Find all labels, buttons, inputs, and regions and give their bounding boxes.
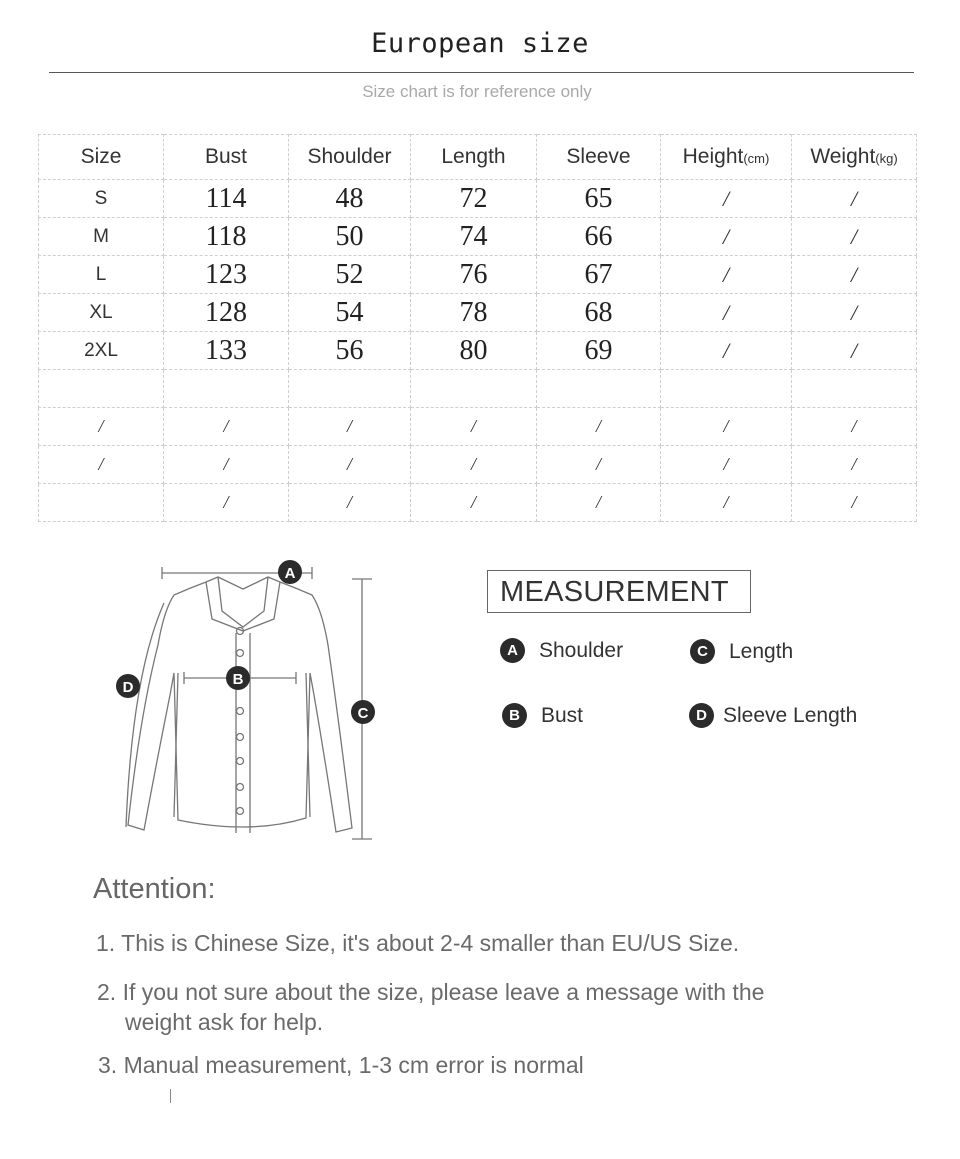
- table-cell: 50: [289, 218, 411, 256]
- table-row: [39, 294, 917, 332]
- table-cell: /: [411, 408, 537, 446]
- table-cell: /: [164, 484, 289, 522]
- header-sleeve: Sleeve: [537, 135, 661, 180]
- table-cell: 52: [289, 256, 411, 294]
- note-1: 1. This is Chinese Size, it's about 2-4 smaller than EU/US Size.: [96, 930, 740, 956]
- size-table: [38, 134, 917, 522]
- table-row: [39, 446, 917, 484]
- legend-shoulder: [500, 638, 623, 663]
- note-2: 2. If you not sure about the size, please leave a message with the: [97, 979, 765, 1005]
- measurement-title: MEASUREMENT: [487, 570, 751, 613]
- table-row: [39, 218, 917, 256]
- badge-b: B: [502, 703, 527, 728]
- table-cell: 68: [537, 294, 661, 332]
- table-cell: /: [39, 446, 164, 484]
- table-cell: /: [792, 294, 917, 332]
- legend-bust: [502, 703, 583, 728]
- table-cell: 56: [289, 332, 411, 370]
- header-height-label: Height: [682, 145, 744, 168]
- table-cell: /: [164, 408, 289, 446]
- attention-title: Attention:: [93, 873, 216, 905]
- marker-d: [116, 674, 140, 698]
- header-weight-label: Weight: [810, 145, 876, 168]
- table-cell: S: [39, 180, 164, 218]
- shirt-diagram: [100, 555, 390, 845]
- table-cell: /: [537, 484, 661, 522]
- legend-shoulder-label: Shoulder: [539, 638, 624, 662]
- table-cell: /: [792, 408, 917, 446]
- table-row: [39, 332, 917, 370]
- table-row: [39, 256, 917, 294]
- table-cell: XL: [39, 294, 164, 332]
- header-weight: [792, 135, 917, 180]
- note-2-cont: weight ask for help.: [125, 1009, 324, 1035]
- table-row: [39, 484, 917, 522]
- badge-d: D: [689, 703, 714, 728]
- table-cell: [792, 370, 917, 408]
- table-cell: 114: [164, 180, 289, 218]
- shirt-icon: [126, 567, 372, 839]
- table-cell: /: [411, 446, 537, 484]
- table-cell: [411, 370, 537, 408]
- table-cell: /: [661, 180, 792, 218]
- table-cell: 123: [164, 256, 289, 294]
- table-cell: /: [661, 332, 792, 370]
- table-cell: 118: [164, 218, 289, 256]
- table-cell: 133: [164, 332, 289, 370]
- table-cell: /: [792, 218, 917, 256]
- legend-length: [690, 639, 793, 664]
- table-cell: 54: [289, 294, 411, 332]
- table-cell: /: [661, 218, 792, 256]
- header-size: Size: [39, 135, 164, 180]
- note-3: 3. Manual measurement, 1-3 cm error is normal: [98, 1052, 584, 1078]
- marker-c: [351, 700, 375, 724]
- table-cell: /: [39, 408, 164, 446]
- table-cell: /: [411, 484, 537, 522]
- table-cell: /: [661, 294, 792, 332]
- table-cell: 74: [411, 218, 537, 256]
- header-length: Length: [411, 135, 537, 180]
- svg-text:B: B: [232, 671, 244, 688]
- svg-text:C: C: [357, 705, 369, 722]
- table-cell: /: [537, 446, 661, 484]
- table-cell: 80: [411, 332, 537, 370]
- page-title: European size: [371, 28, 589, 59]
- table-cell: /: [289, 484, 411, 522]
- table-cell: 76: [411, 256, 537, 294]
- header-weight-unit: (kg): [875, 151, 898, 166]
- table-cell: /: [792, 332, 917, 370]
- table-cell: [39, 370, 164, 408]
- table-row: [39, 370, 917, 408]
- table-cell: /: [792, 256, 917, 294]
- legend-length-label: Length: [729, 639, 794, 663]
- table-cell: [289, 370, 411, 408]
- header-shoulder: Shoulder: [289, 135, 411, 180]
- table-cell: 72: [411, 180, 537, 218]
- table-cell: /: [661, 446, 792, 484]
- legend-sleeve-length-label: Sleeve Length: [723, 703, 858, 727]
- table-cell: /: [537, 408, 661, 446]
- table-cell: 2XL: [39, 332, 164, 370]
- table-cell: L: [39, 256, 164, 294]
- legend-bust-label: Bust: [541, 703, 584, 727]
- legend-sleeve-length: [689, 703, 857, 728]
- table-cell: 67: [537, 256, 661, 294]
- table-cell: /: [164, 446, 289, 484]
- table-cell: 78: [411, 294, 537, 332]
- table-cell: /: [792, 180, 917, 218]
- stray-mark: [170, 1089, 171, 1103]
- svg-text:D: D: [122, 679, 134, 696]
- table-cell: /: [289, 408, 411, 446]
- marker-b: [226, 666, 250, 690]
- table-cell: 65: [537, 180, 661, 218]
- table-cell: /: [792, 446, 917, 484]
- table-cell: 128: [164, 294, 289, 332]
- badge-c: C: [690, 639, 715, 664]
- table-cell: /: [792, 484, 917, 522]
- table-row: [39, 180, 917, 218]
- table-cell: 66: [537, 218, 661, 256]
- badge-a: A: [500, 638, 525, 663]
- table-cell: /: [661, 256, 792, 294]
- table-cell: [537, 370, 661, 408]
- header-height-unit: (cm): [743, 151, 770, 166]
- table-cell: /: [661, 408, 792, 446]
- subtitle: Size chart is for reference only: [362, 82, 592, 101]
- table-cell: M: [39, 218, 164, 256]
- svg-text:A: A: [284, 565, 296, 582]
- header-height: [661, 135, 792, 180]
- marker-a: [278, 560, 302, 584]
- table-cell: /: [289, 446, 411, 484]
- table-cell: [661, 370, 792, 408]
- table-row: [39, 408, 917, 446]
- table-cell: /: [661, 484, 792, 522]
- table-cell: [164, 370, 289, 408]
- table-cell: 48: [289, 180, 411, 218]
- title-divider: [49, 72, 914, 73]
- table-header-row: [39, 135, 917, 180]
- table-cell: 69: [537, 332, 661, 370]
- header-bust: Bust: [164, 135, 289, 180]
- table-cell: [39, 484, 164, 522]
